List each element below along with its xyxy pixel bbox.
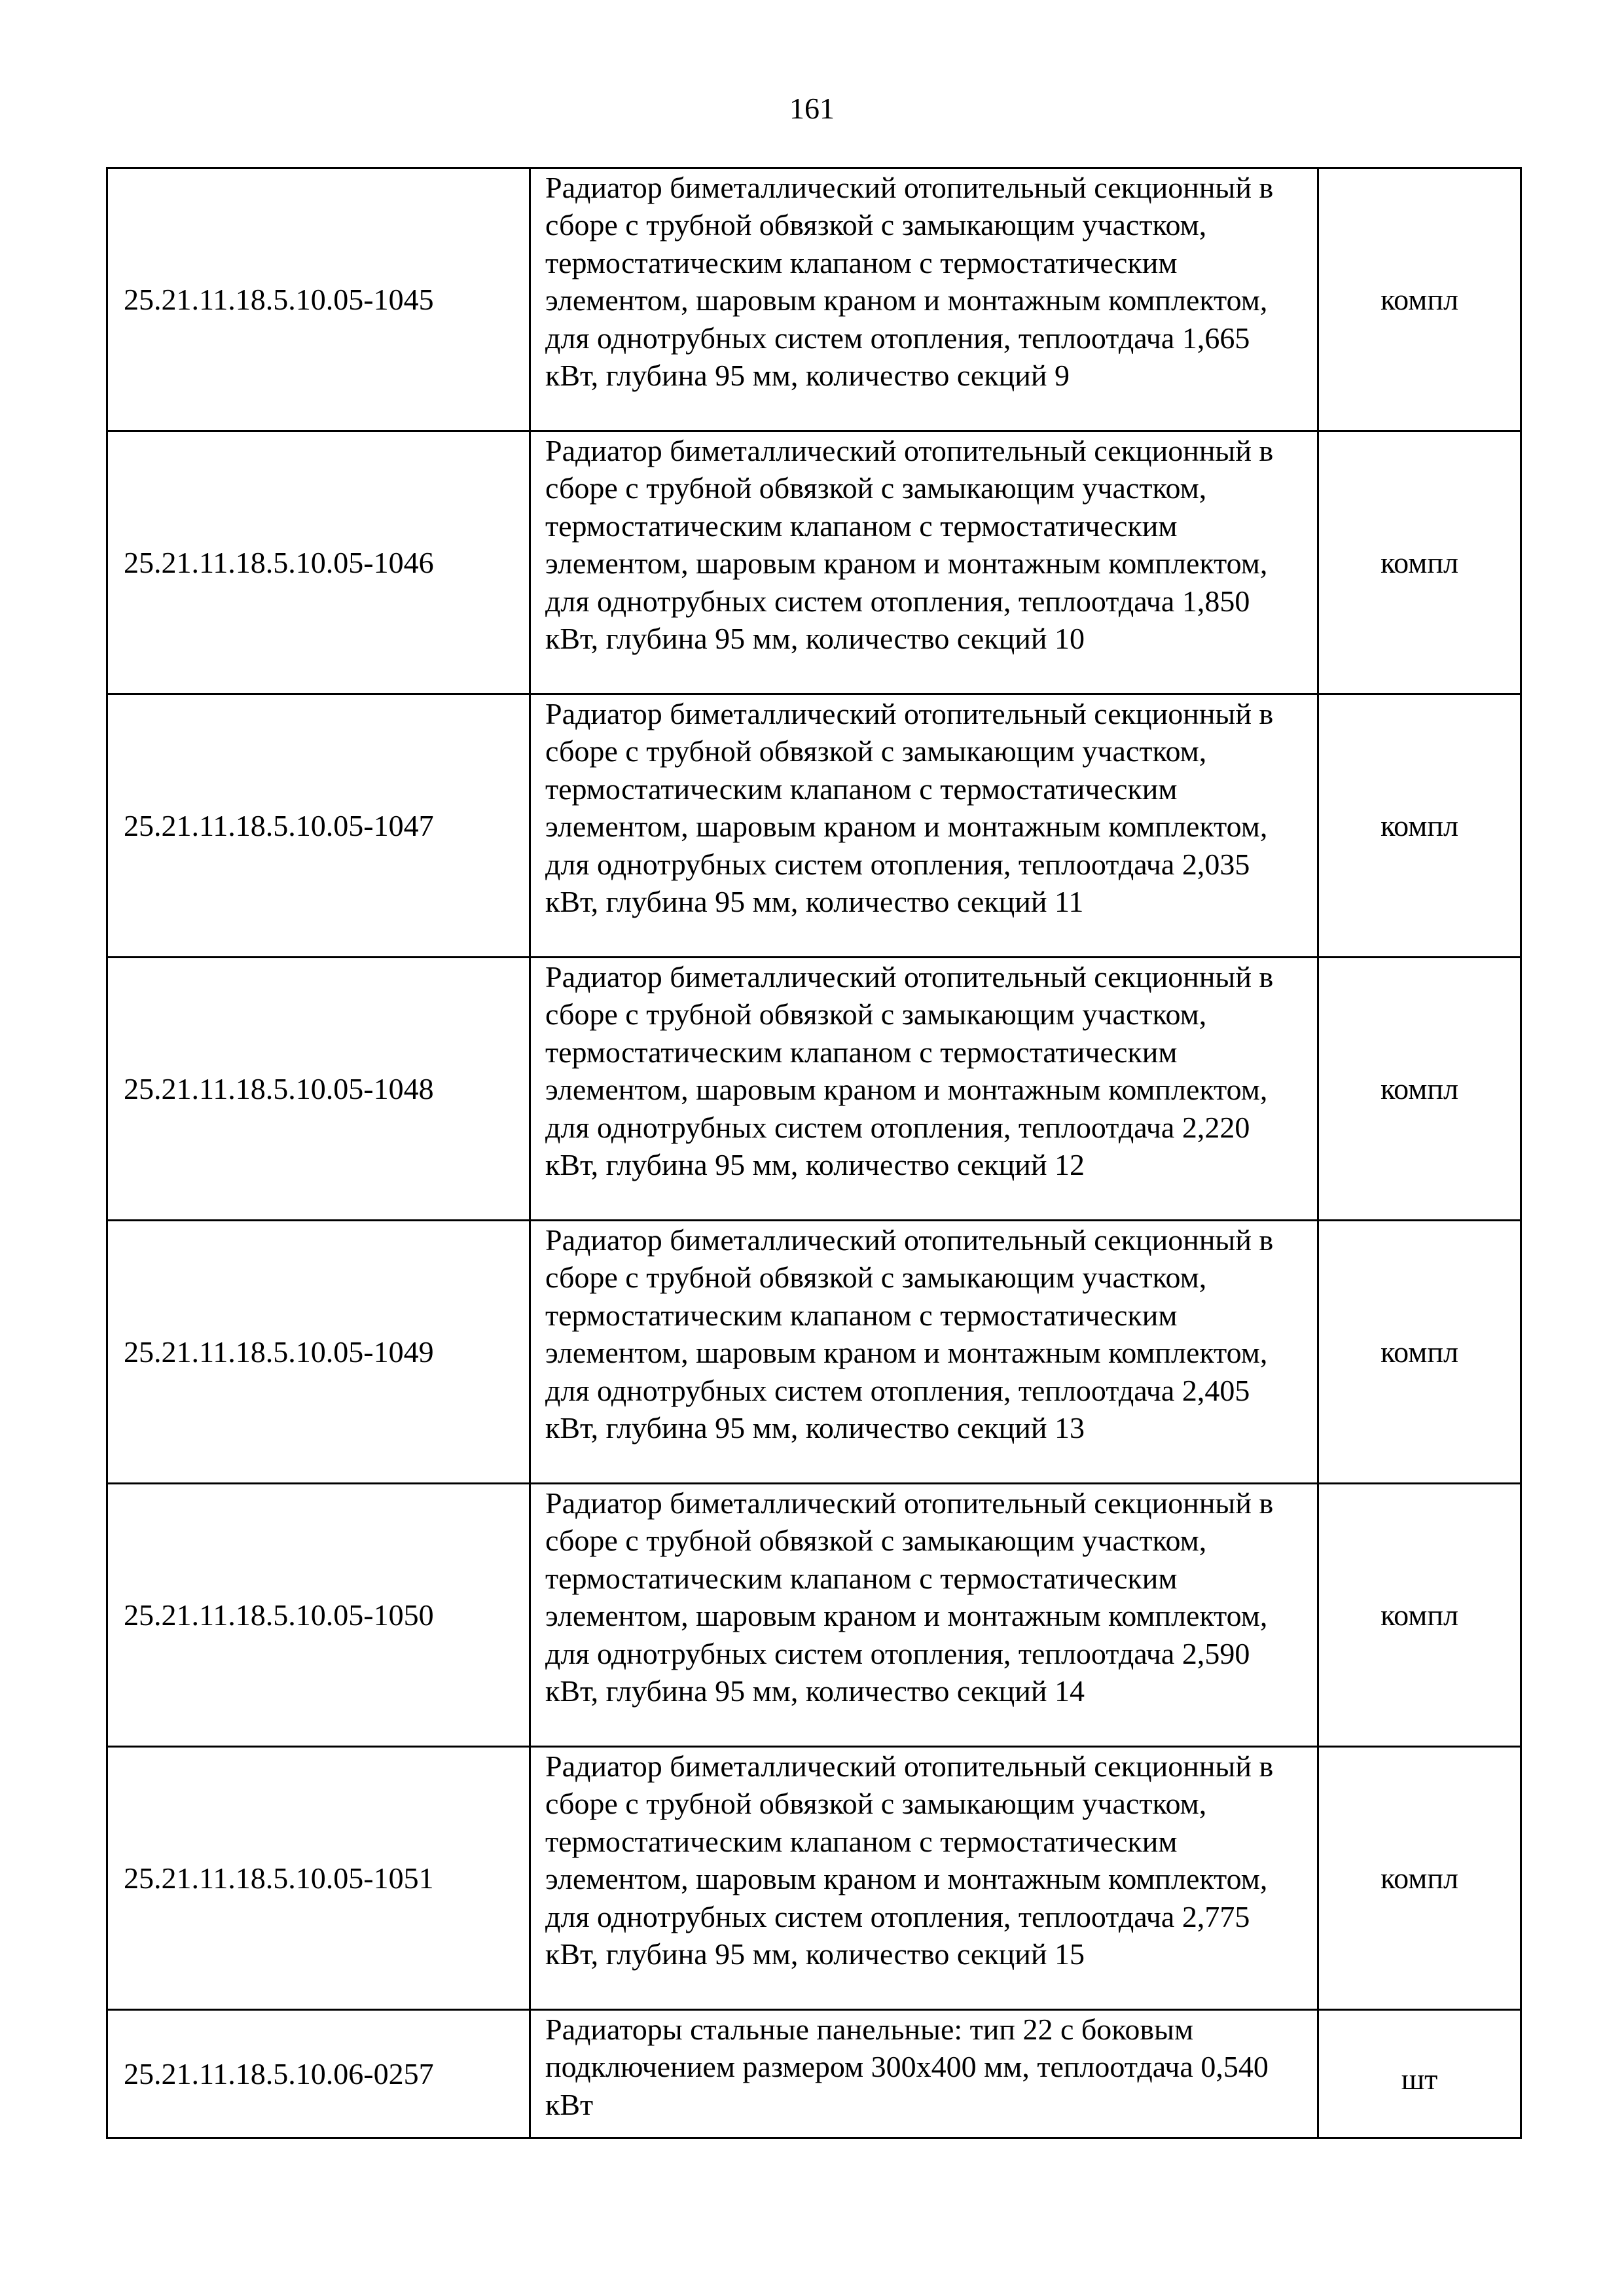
unit-of-measure: компл — [1318, 168, 1521, 431]
unit-of-measure: компл — [1318, 1484, 1521, 1747]
unit-of-measure: компл — [1318, 1221, 1521, 1484]
resource-description: Радиаторы стальные панельные: тип 22 с боковым подключением размером 300x400 мм, теплоотдача 0,540 кВт — [530, 2010, 1318, 2138]
resource-code: 25.21.11.18.5.10.05-1048 — [107, 958, 530, 1221]
resource-description: Радиатор биметаллический отопительный секционный в сборе с трубной обвязкой с замыкающим участком, термостатическим клапаном с термостатическим элементом, шаровым краном и монтажным комплектом, для однотрубных систем отопления, теплоотдача 2,405 кВт, глубина 95 мм, количество секций 13 — [530, 1221, 1318, 1484]
page-number: 161 — [789, 92, 835, 125]
table-row — [107, 958, 1521, 1221]
resource-description: Радиатор биметаллический отопительный секционный в сборе с трубной обвязкой с замыкающим участком, термостатическим клапаном с термостатическим элементом, шаровым краном и монтажным комплектом, для однотрубных систем отопления, теплоотдача 1,665 кВт, глубина 95 мм, количество секций 9 — [530, 168, 1318, 431]
resource-code: 25.21.11.18.5.10.05-1047 — [107, 694, 530, 958]
resource-code: 25.21.11.18.5.10.05-1049 — [107, 1221, 530, 1484]
resource-code: 25.21.11.18.5.10.06-0257 — [107, 2010, 530, 2138]
unit-of-measure: компл — [1318, 958, 1521, 1221]
resource-description: Радиатор биметаллический отопительный секционный в сборе с трубной обвязкой с замыкающим участком, термостатическим клапаном с термостатическим элементом, шаровым краном и монтажным комплектом, для однотрубных систем отопления, теплоотдача 2,590 кВт, глубина 95 мм, количество секций 14 — [530, 1484, 1318, 1747]
table-row — [107, 1747, 1521, 2010]
table-row — [107, 2010, 1521, 2138]
resource-code: 25.21.11.18.5.10.05-1051 — [107, 1747, 530, 2010]
table-row — [107, 431, 1521, 694]
resource-code: 25.21.11.18.5.10.05-1046 — [107, 431, 530, 694]
resource-table — [106, 167, 1522, 2139]
resource-code: 25.21.11.18.5.10.05-1050 — [107, 1484, 530, 1747]
resource-description: Радиатор биметаллический отопительный секционный в сборе с трубной обвязкой с замыкающим участком, термостатическим клапаном с термостатическим элементом, шаровым краном и монтажным комплектом, для однотрубных систем отопления, теплоотдача 2,035 кВт, глубина 95 мм, количество секций 11 — [530, 694, 1318, 958]
unit-of-measure: компл — [1318, 1747, 1521, 2010]
resource-description: Радиатор биметаллический отопительный секционный в сборе с трубной обвязкой с замыкающим участком, термостатическим клапаном с термостатическим элементом, шаровым краном и монтажным комплектом, для однотрубных систем отопления, теплоотдача 2,220 кВт, глубина 95 мм, количество секций 12 — [530, 958, 1318, 1221]
resource-code: 25.21.11.18.5.10.05-1045 — [107, 168, 530, 431]
table-row — [107, 694, 1521, 958]
unit-of-measure: компл — [1318, 431, 1521, 694]
resource-description: Радиатор биметаллический отопительный секционный в сборе с трубной обвязкой с замыкающим участком, термостатическим клапаном с термостатическим элементом, шаровым краном и монтажным комплектом, для однотрубных систем отопления, теплоотдача 2,775 кВт, глубина 95 мм, количество секций 15 — [530, 1747, 1318, 2010]
resource-description: Радиатор биметаллический отопительный секционный в сборе с трубной обвязкой с замыкающим участком, термостатическим клапаном с термостатическим элементом, шаровым краном и монтажным комплектом, для однотрубных систем отопления, теплоотдача 1,850 кВт, глубина 95 мм, количество секций 10 — [530, 431, 1318, 694]
unit-of-measure: шт — [1318, 2010, 1521, 2138]
table-row — [107, 1221, 1521, 1484]
table-row — [107, 1484, 1521, 1747]
unit-of-measure: компл — [1318, 694, 1521, 958]
table-row — [107, 168, 1521, 431]
